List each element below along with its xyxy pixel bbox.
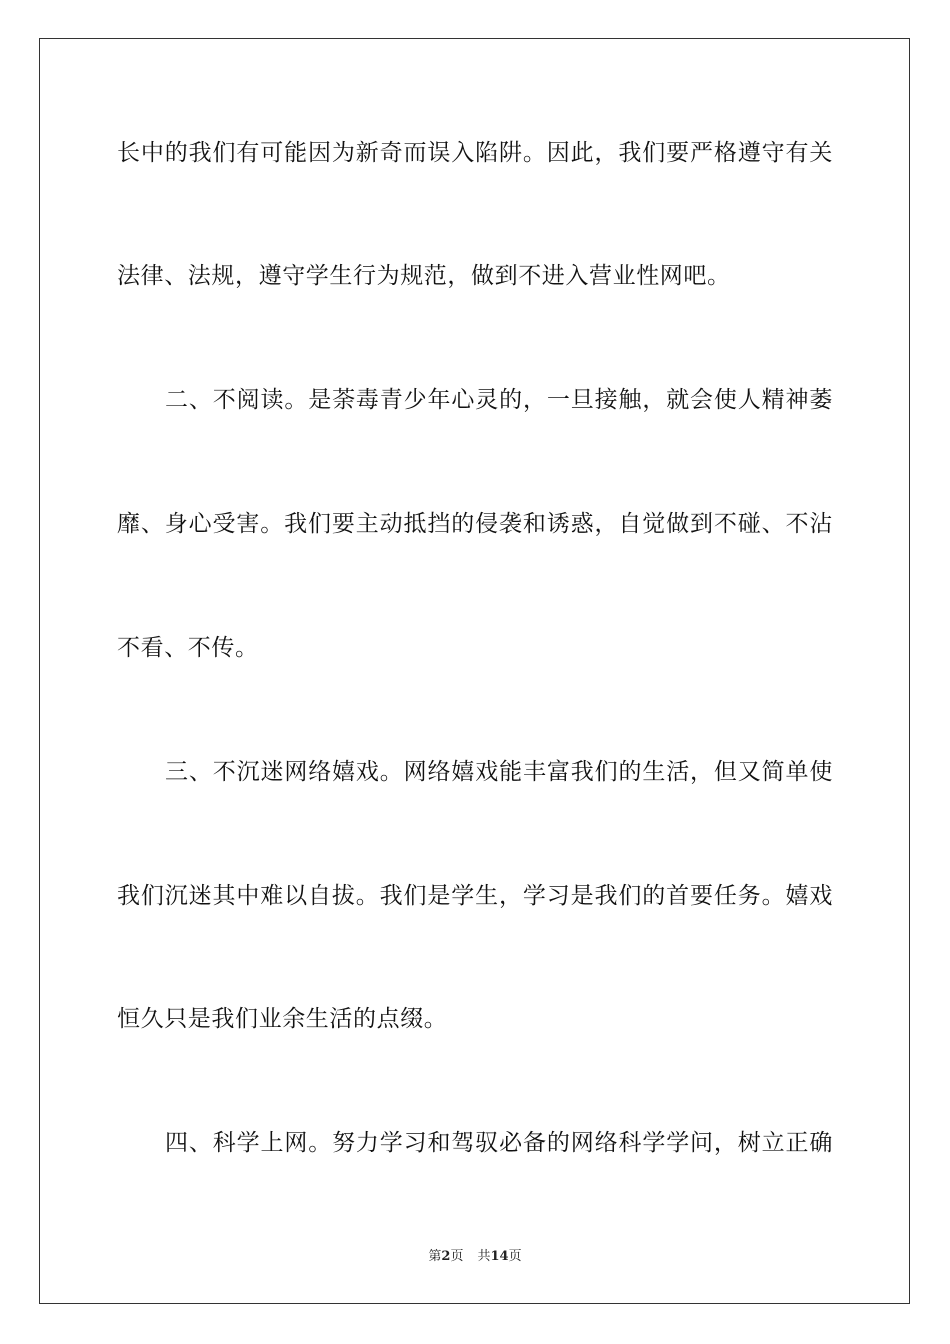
page-border xyxy=(39,38,910,1304)
text-line-6: 三、不沉迷网络嬉戏。网络嬉戏能丰富我们的生活，但又简单使 xyxy=(165,759,833,785)
page-footer xyxy=(0,1248,950,1266)
text-line-2: 法律、法规，遵守学生行为规范，做到不进入营业性网吧。 xyxy=(117,263,731,289)
text-line-4: 靡、身心受害。我们要主动抵挡的侵袭和诱惑，自觉做到不碰、不沾 xyxy=(117,511,833,537)
text-line-9: 四、科学上网。努力学习和驾驭必备的网络科学学问，树立正确 xyxy=(165,1130,833,1156)
footer-total-suffix: 页 xyxy=(508,1249,522,1264)
text-line-7: 我们沉迷其中难以自拔。我们是学生，学习是我们的首要任务。嬉戏 xyxy=(117,883,833,909)
text-line-8: 恒久只是我们业余生活的点缀。 xyxy=(117,1006,448,1032)
footer-page-suffix: 页 xyxy=(450,1249,464,1264)
footer-total-prefix: 共 xyxy=(477,1249,491,1264)
text-line-1: 长中的我们有可能因为新奇而误入陷阱。因此，我们要严格遵守有关 xyxy=(117,140,833,166)
text-line-3: 二、不阅读。是荼毒青少年心灵的，一旦接触，就会使人精神萎 xyxy=(165,387,833,413)
footer-page-number: 2 xyxy=(441,1249,451,1264)
footer-page-prefix: 第 xyxy=(428,1249,442,1264)
text-line-5: 不看、不传。 xyxy=(117,635,259,661)
footer-total-number: 14 xyxy=(490,1249,509,1264)
